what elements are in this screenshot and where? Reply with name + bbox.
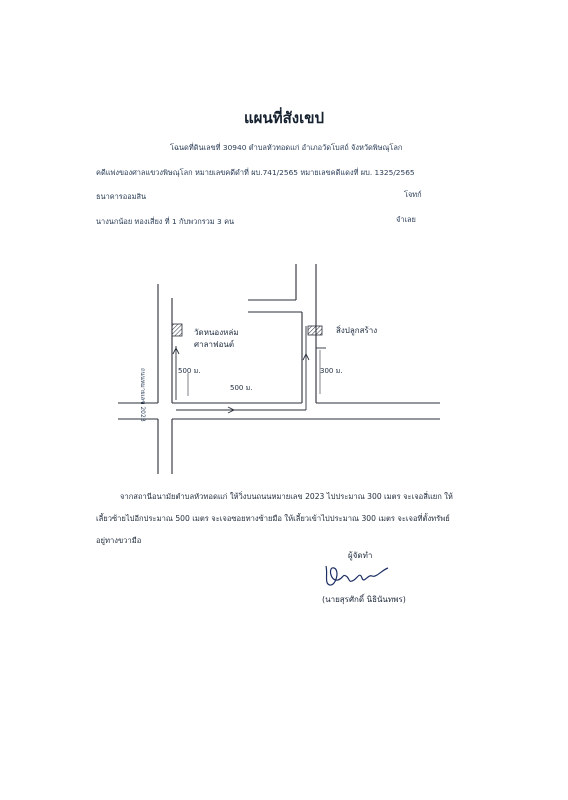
temple-label: วัดหนองหล่ม [194, 328, 239, 337]
plaintiff-name: ธนาคารออมสิน [96, 192, 147, 201]
defendant-role: จำเลย [396, 215, 416, 224]
signature-scribble [318, 560, 398, 590]
distance-left-label: 500 ม. [178, 367, 201, 375]
defendant-name: นางนกน้อย ทองเสี่ยง ที่ 1 กับพวกรวม 3 คน [96, 217, 235, 226]
plaintiff-role: โจทก์ [404, 190, 422, 199]
distance-right-label: 300 ม. [320, 367, 343, 375]
distance-markers [188, 350, 320, 396]
road-number-label: ถนนหมายเลข 2023 [139, 368, 146, 422]
temple-marker [172, 324, 182, 336]
signature-title: ผู้จัดทำ [348, 551, 373, 560]
property-marker [308, 326, 322, 335]
sketch-map [110, 256, 450, 482]
deed-line: โฉนดที่ดินเลขที่ 30940 ตำบลหัวทอดแก่ อำเภอวัดโบสถ์ จังหวัดพิษณุโลก [170, 143, 403, 152]
distance-bottom-label: 500 ม. [230, 384, 253, 392]
directions-paragraph: จากสถานีอนามัยตำบลหัวทอดแก่ ให้วิ่งบนถนนหมายเลข 2023 ไปประมาณ 300 เมตร จะเจอสี่แยก ให้เลี้ยวซ้ายไปอีกประมาณ 500 เมตร จะเจอซอยทางซ้ายมือ ให้เลี้ยวเข้าไปประมาณ 300 เมตร จะเจอที่ตั้งทรัพย์อยู่ทางขวามือ [96, 492, 453, 545]
signer-name: (นายสุรศักดิ์ นิธินันทพร) [322, 595, 406, 604]
temple-sub-label: ศาลาฟอนต์ [194, 340, 235, 349]
page-title: แผนที่สังเขป [244, 109, 324, 127]
property-label: สิ่งปลูกสร้าง [336, 326, 378, 335]
court-case-line: คดีแพ่งของศาลแขวงพิษณุโลก หมายเลขคดีดำที่ ผบ.741/2565 หมายเลขคดีแดงที่ ผบ. 1325/2565 [96, 168, 415, 177]
sketch-map-drawing [110, 256, 450, 482]
